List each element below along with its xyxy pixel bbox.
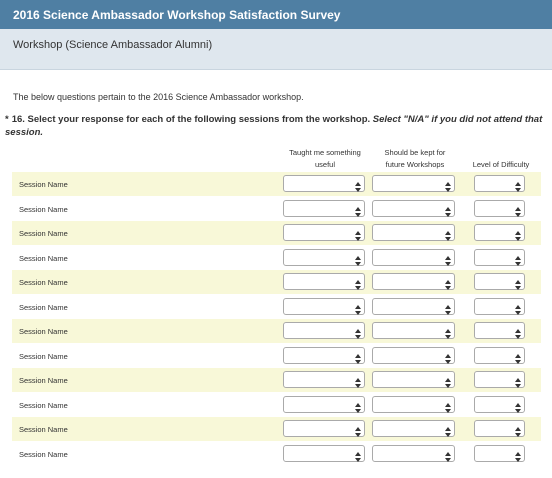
up-down-arrows-icon [445,375,451,385]
select-taught-useful[interactable] [283,396,365,413]
up-down-arrows-icon [515,277,521,287]
up-down-arrows-icon [515,351,521,361]
up-down-arrows-icon [445,326,451,336]
select-keep-future[interactable] [372,445,455,462]
select-taught-useful[interactable] [283,200,365,217]
up-down-arrows-icon [355,302,361,312]
select-difficulty[interactable] [474,249,525,266]
select-keep-future[interactable] [372,249,455,266]
table-row [12,393,541,417]
table-row [12,270,541,294]
up-down-arrows-icon [515,326,521,336]
select-keep-future[interactable] [372,347,455,364]
question-16 [5,113,545,139]
question-text: 16. Select your response for each of the following sessions from the workshop. [11,114,373,125]
session-name-label: Session Name [19,180,68,189]
required-marker: * [5,114,9,125]
survey-title: 2016 Science Ambassador Workshop Satisfaction Survey [13,8,341,22]
select-difficulty[interactable] [474,298,525,315]
session-name-label: Session Name [19,229,68,238]
up-down-arrows-icon [355,277,361,287]
select-taught-useful[interactable] [283,420,365,437]
column-header-keep [372,147,458,171]
intro-text: The below questions pertain to the 2016 Science Ambassador workshop. [13,92,304,102]
up-down-arrows-icon [445,400,451,410]
select-keep-future[interactable] [372,224,455,241]
up-down-arrows-icon [515,204,521,214]
table-row [12,417,541,441]
select-keep-future[interactable] [372,396,455,413]
up-down-arrows-icon [445,302,451,312]
select-taught-useful[interactable] [283,347,365,364]
session-name-label: Session Name [19,376,68,385]
table-row [12,368,541,392]
session-name-label: Session Name [19,302,68,312]
table-row [12,221,541,245]
up-down-arrows-icon [355,400,361,410]
select-keep-future[interactable] [372,420,455,437]
survey-title-bar [0,0,552,29]
session-name-label: Session Name [19,278,68,287]
column-header-difficulty [464,159,538,171]
column-header-keep-line1: Should be kept for [384,148,446,157]
select-keep-future[interactable] [372,200,455,217]
up-down-arrows-icon [355,204,361,214]
select-taught-useful[interactable] [283,298,365,315]
up-down-arrows-icon [355,449,361,459]
up-down-arrows-icon [515,228,521,238]
column-header-useful-line1: Taught me something [289,148,361,157]
up-down-arrows-icon [515,449,521,459]
up-down-arrows-icon [355,326,361,336]
select-keep-future[interactable] [372,175,455,192]
select-taught-useful[interactable] [283,371,365,388]
up-down-arrows-icon [515,253,521,263]
up-down-arrows-icon [515,302,521,312]
select-keep-future[interactable] [372,298,455,315]
session-name-label: Session Name [19,327,68,336]
column-header-difficulty-label: Level of Difficulty [472,160,530,169]
select-difficulty[interactable] [474,420,525,437]
column-header-useful [282,147,368,171]
section-title: Workshop (Science Ambassador Alumni) [13,39,213,51]
table-row [12,197,541,221]
column-header-useful-line2: useful [314,160,335,169]
select-difficulty[interactable] [474,224,525,241]
select-difficulty[interactable] [474,445,525,462]
session-name-label: Session Name [19,204,68,214]
up-down-arrows-icon [445,277,451,287]
up-down-arrows-icon [445,179,451,189]
up-down-arrows-icon [515,179,521,189]
select-difficulty[interactable] [474,273,525,290]
select-keep-future[interactable] [372,371,455,388]
select-keep-future[interactable] [372,273,455,290]
session-name-label: Session Name [19,253,68,263]
section-header [0,29,552,70]
table-row [12,319,541,343]
table-row [12,295,541,319]
up-down-arrows-icon [445,228,451,238]
select-taught-useful[interactable] [283,175,365,192]
up-down-arrows-icon [515,400,521,410]
select-difficulty[interactable] [474,371,525,388]
select-taught-useful[interactable] [283,273,365,290]
session-name-label: Session Name [19,400,68,410]
up-down-arrows-icon [445,253,451,263]
up-down-arrows-icon [445,449,451,459]
up-down-arrows-icon [445,351,451,361]
select-difficulty[interactable] [474,396,525,413]
select-keep-future[interactable] [372,322,455,339]
up-down-arrows-icon [355,375,361,385]
up-down-arrows-icon [515,424,521,434]
up-down-arrows-icon [445,424,451,434]
up-down-arrows-icon [355,351,361,361]
up-down-arrows-icon [355,228,361,238]
column-header-keep-line2: future Workshops [385,160,445,169]
session-name-label: Session Name [19,351,68,361]
up-down-arrows-icon [445,204,451,214]
select-difficulty[interactable] [474,347,525,364]
up-down-arrows-icon [355,424,361,434]
select-difficulty[interactable] [474,322,525,339]
session-name-label: Session Name [19,449,68,459]
question-note: Select "N/A" if you did not attend that session. [5,114,543,138]
up-down-arrows-icon [355,179,361,189]
select-difficulty[interactable] [474,175,525,192]
table-row [12,246,541,270]
table-row [12,172,541,196]
up-down-arrows-icon [515,375,521,385]
select-taught-useful[interactable] [283,445,365,462]
table-row [12,344,541,368]
table-row [12,442,541,466]
session-name-label: Session Name [19,425,68,434]
select-difficulty[interactable] [474,200,525,217]
up-down-arrows-icon [355,253,361,263]
select-taught-useful[interactable] [283,249,365,266]
select-taught-useful[interactable] [283,224,365,241]
select-taught-useful[interactable] [283,322,365,339]
